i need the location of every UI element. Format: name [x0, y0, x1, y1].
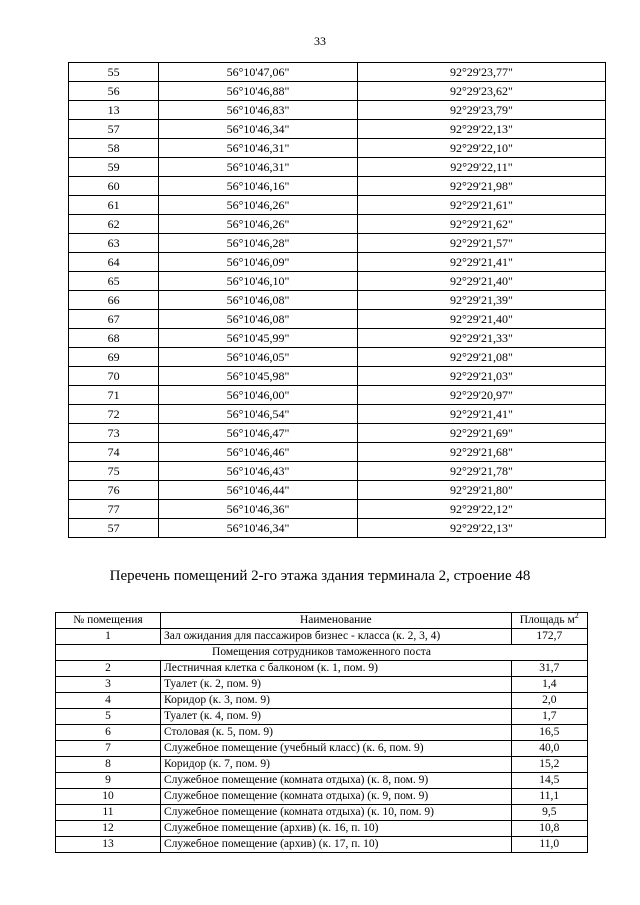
room-number: 11 [56, 805, 161, 821]
table-row [69, 386, 606, 405]
table-row [56, 773, 588, 789]
table-row [69, 519, 606, 538]
room-area: 1,7 [511, 709, 587, 725]
point-number: 68 [69, 329, 159, 348]
table-row [56, 821, 588, 837]
longitude-cell: 92°29'21,57" [357, 234, 605, 253]
point-number: 63 [69, 234, 159, 253]
longitude-cell: 92°29'22,13" [357, 120, 605, 139]
point-number: 75 [69, 462, 159, 481]
longitude-cell: 92°29'21,69" [357, 424, 605, 443]
latitude-cell: 56°10'46,00" [159, 386, 358, 405]
table-row [69, 139, 606, 158]
table-row [69, 272, 606, 291]
latitude-cell: 56°10'46,05" [159, 348, 358, 367]
latitude-cell: 56°10'46,08" [159, 291, 358, 310]
point-number: 59 [69, 158, 159, 177]
point-number: 58 [69, 139, 159, 158]
table-row [69, 158, 606, 177]
latitude-cell: 56°10'46,26" [159, 196, 358, 215]
longitude-cell: 92°29'21,68" [357, 443, 605, 462]
rooms-table-body [56, 629, 588, 853]
point-number: 56 [69, 82, 159, 101]
longitude-cell: 92°29'21,41" [357, 405, 605, 424]
subsection-heading: Помещения сотрудников таможенного поста [56, 645, 588, 661]
point-number: 57 [69, 519, 159, 538]
rooms-table-header [56, 613, 588, 629]
room-area: 31,7 [511, 661, 587, 677]
room-name: Служебное помещение (комната отдыха) (к. 10, пом. 9) [160, 805, 511, 821]
room-name: Служебное помещение (учебный класс) (к. 6, пом. 9) [160, 741, 511, 757]
longitude-cell: 92°29'21,39" [357, 291, 605, 310]
room-name: Коридор (к. 7, пом. 9) [160, 757, 511, 773]
room-name: Столовая (к. 5, пом. 9) [160, 725, 511, 741]
latitude-cell: 56°10'45,99" [159, 329, 358, 348]
table-row [69, 196, 606, 215]
table-row [56, 677, 588, 693]
longitude-cell: 92°29'21,78" [357, 462, 605, 481]
table-row [56, 629, 588, 645]
longitude-cell: 92°29'21,80" [357, 481, 605, 500]
table-row [56, 789, 588, 805]
room-number: 1 [56, 629, 161, 645]
table-row [69, 82, 606, 101]
header-area-label: Площадь м [519, 614, 575, 626]
table-row [69, 120, 606, 139]
latitude-cell: 56°10'46,09" [159, 253, 358, 272]
room-area: 11,1 [511, 789, 587, 805]
header-area-superscript: 2 [574, 611, 579, 621]
table-row [56, 805, 588, 821]
room-area: 14,5 [511, 773, 587, 789]
room-number: 12 [56, 821, 161, 837]
point-number: 77 [69, 500, 159, 519]
longitude-cell: 92°29'21,61" [357, 196, 605, 215]
table-row [69, 405, 606, 424]
latitude-cell: 56°10'46,34" [159, 519, 358, 538]
longitude-cell: 92°29'23,79" [357, 101, 605, 120]
table-row [69, 253, 606, 272]
table-row [69, 234, 606, 253]
latitude-cell: 56°10'46,31" [159, 158, 358, 177]
room-number: 3 [56, 677, 161, 693]
room-number: 5 [56, 709, 161, 725]
longitude-cell: 92°29'21,62" [357, 215, 605, 234]
room-number: 4 [56, 693, 161, 709]
point-number: 74 [69, 443, 159, 462]
longitude-cell: 92°29'21,03" [357, 367, 605, 386]
longitude-cell: 92°29'22,13" [357, 519, 605, 538]
table-row [69, 462, 606, 481]
room-area: 9,5 [511, 805, 587, 821]
table-row [69, 63, 606, 82]
room-number: 10 [56, 789, 161, 805]
table-row [69, 443, 606, 462]
room-area: 10,8 [511, 821, 587, 837]
latitude-cell: 56°10'46,36" [159, 500, 358, 519]
room-area: 15,2 [511, 757, 587, 773]
room-number: 13 [56, 837, 161, 853]
latitude-cell: 56°10'46,26" [159, 215, 358, 234]
latitude-cell: 56°10'46,16" [159, 177, 358, 196]
latitude-cell: 56°10'46,47" [159, 424, 358, 443]
point-number: 13 [69, 101, 159, 120]
longitude-cell: 92°29'22,12" [357, 500, 605, 519]
room-name: Туалет (к. 4, пом. 9) [160, 709, 511, 725]
latitude-cell: 56°10'46,44" [159, 481, 358, 500]
room-number: 6 [56, 725, 161, 741]
point-number: 72 [69, 405, 159, 424]
latitude-cell: 56°10'46,88" [159, 82, 358, 101]
room-number: 9 [56, 773, 161, 789]
rooms-list-title: Перечень помещений 2-го этажа здания терминала 2, строение 48 [109, 568, 531, 584]
point-number: 66 [69, 291, 159, 310]
table-row [69, 291, 606, 310]
point-number: 69 [69, 348, 159, 367]
latitude-cell: 56°10'46,34" [159, 120, 358, 139]
point-number: 55 [69, 63, 159, 82]
room-number: 8 [56, 757, 161, 773]
subsection-row [56, 645, 588, 661]
room-name: Служебное помещение (архив) (к. 17, п. 10) [160, 837, 511, 853]
longitude-cell: 92°29'23,77" [357, 63, 605, 82]
header-room-area [511, 613, 587, 629]
point-number: 60 [69, 177, 159, 196]
point-number: 64 [69, 253, 159, 272]
longitude-cell: 92°29'22,11" [357, 158, 605, 177]
point-number: 62 [69, 215, 159, 234]
latitude-cell: 56°10'46,28" [159, 234, 358, 253]
table-row [69, 500, 606, 519]
point-number: 65 [69, 272, 159, 291]
room-area: 1,4 [511, 677, 587, 693]
point-number: 67 [69, 310, 159, 329]
rooms-table [55, 612, 588, 853]
point-number: 73 [69, 424, 159, 443]
table-row [69, 215, 606, 234]
longitude-cell: 92°29'21,40" [357, 310, 605, 329]
longitude-cell: 92°29'21,40" [357, 272, 605, 291]
table-row [56, 757, 588, 773]
table-row [56, 661, 588, 677]
coordinates-table [68, 62, 606, 538]
header-room-name: Наименование [160, 613, 511, 629]
room-name: Служебное помещение (комната отдыха) (к. 9, пом. 9) [160, 789, 511, 805]
latitude-cell: 56°10'46,43" [159, 462, 358, 481]
latitude-cell: 56°10'46,08" [159, 310, 358, 329]
latitude-cell: 56°10'46,54" [159, 405, 358, 424]
room-area: 16,5 [511, 725, 587, 741]
room-area: 11,0 [511, 837, 587, 853]
table-row [56, 741, 588, 757]
point-number: 61 [69, 196, 159, 215]
table-row [56, 709, 588, 725]
table-row [69, 177, 606, 196]
table-row [69, 348, 606, 367]
room-name: Туалет (к. 2, пом. 9) [160, 677, 511, 693]
longitude-cell: 92°29'20,97" [357, 386, 605, 405]
room-area: 2,0 [511, 693, 587, 709]
latitude-cell: 56°10'46,83" [159, 101, 358, 120]
point-number: 70 [69, 367, 159, 386]
table-row [69, 310, 606, 329]
room-name: Служебное помещение (архив) (к. 16, п. 10) [160, 821, 511, 837]
room-number: 2 [56, 661, 161, 677]
room-name: Лестничная клетка с балконом (к. 1, пом. 9) [160, 661, 511, 677]
latitude-cell: 56°10'45,98" [159, 367, 358, 386]
point-number: 76 [69, 481, 159, 500]
room-name: Коридор (к. 3, пом. 9) [160, 693, 511, 709]
header-room-number: № помещения [56, 613, 161, 629]
table-row [69, 367, 606, 386]
longitude-cell: 92°29'21,08" [357, 348, 605, 367]
latitude-cell: 56°10'46,31" [159, 139, 358, 158]
longitude-cell: 92°29'21,98" [357, 177, 605, 196]
room-area: 40,0 [511, 741, 587, 757]
latitude-cell: 56°10'46,10" [159, 272, 358, 291]
page-number: 33 [314, 34, 326, 48]
room-number: 7 [56, 741, 161, 757]
table-row [56, 837, 588, 853]
table-row [69, 101, 606, 120]
table-row [56, 693, 588, 709]
latitude-cell: 56°10'47,06" [159, 63, 358, 82]
table-row [56, 725, 588, 741]
point-number: 57 [69, 120, 159, 139]
table-row [69, 481, 606, 500]
room-name: Зал ожидания для пассажиров бизнес - класса (к. 2, 3, 4) [160, 629, 511, 645]
longitude-cell: 92°29'21,33" [357, 329, 605, 348]
table-row [69, 329, 606, 348]
latitude-cell: 56°10'46,46" [159, 443, 358, 462]
table-row [69, 424, 606, 443]
longitude-cell: 92°29'21,41" [357, 253, 605, 272]
point-number: 71 [69, 386, 159, 405]
room-area: 172,7 [511, 629, 587, 645]
room-name: Служебное помещение (комната отдыха) (к. 8, пом. 9) [160, 773, 511, 789]
longitude-cell: 92°29'23,62" [357, 82, 605, 101]
coordinates-table-body [69, 63, 606, 538]
longitude-cell: 92°29'22,10" [357, 139, 605, 158]
